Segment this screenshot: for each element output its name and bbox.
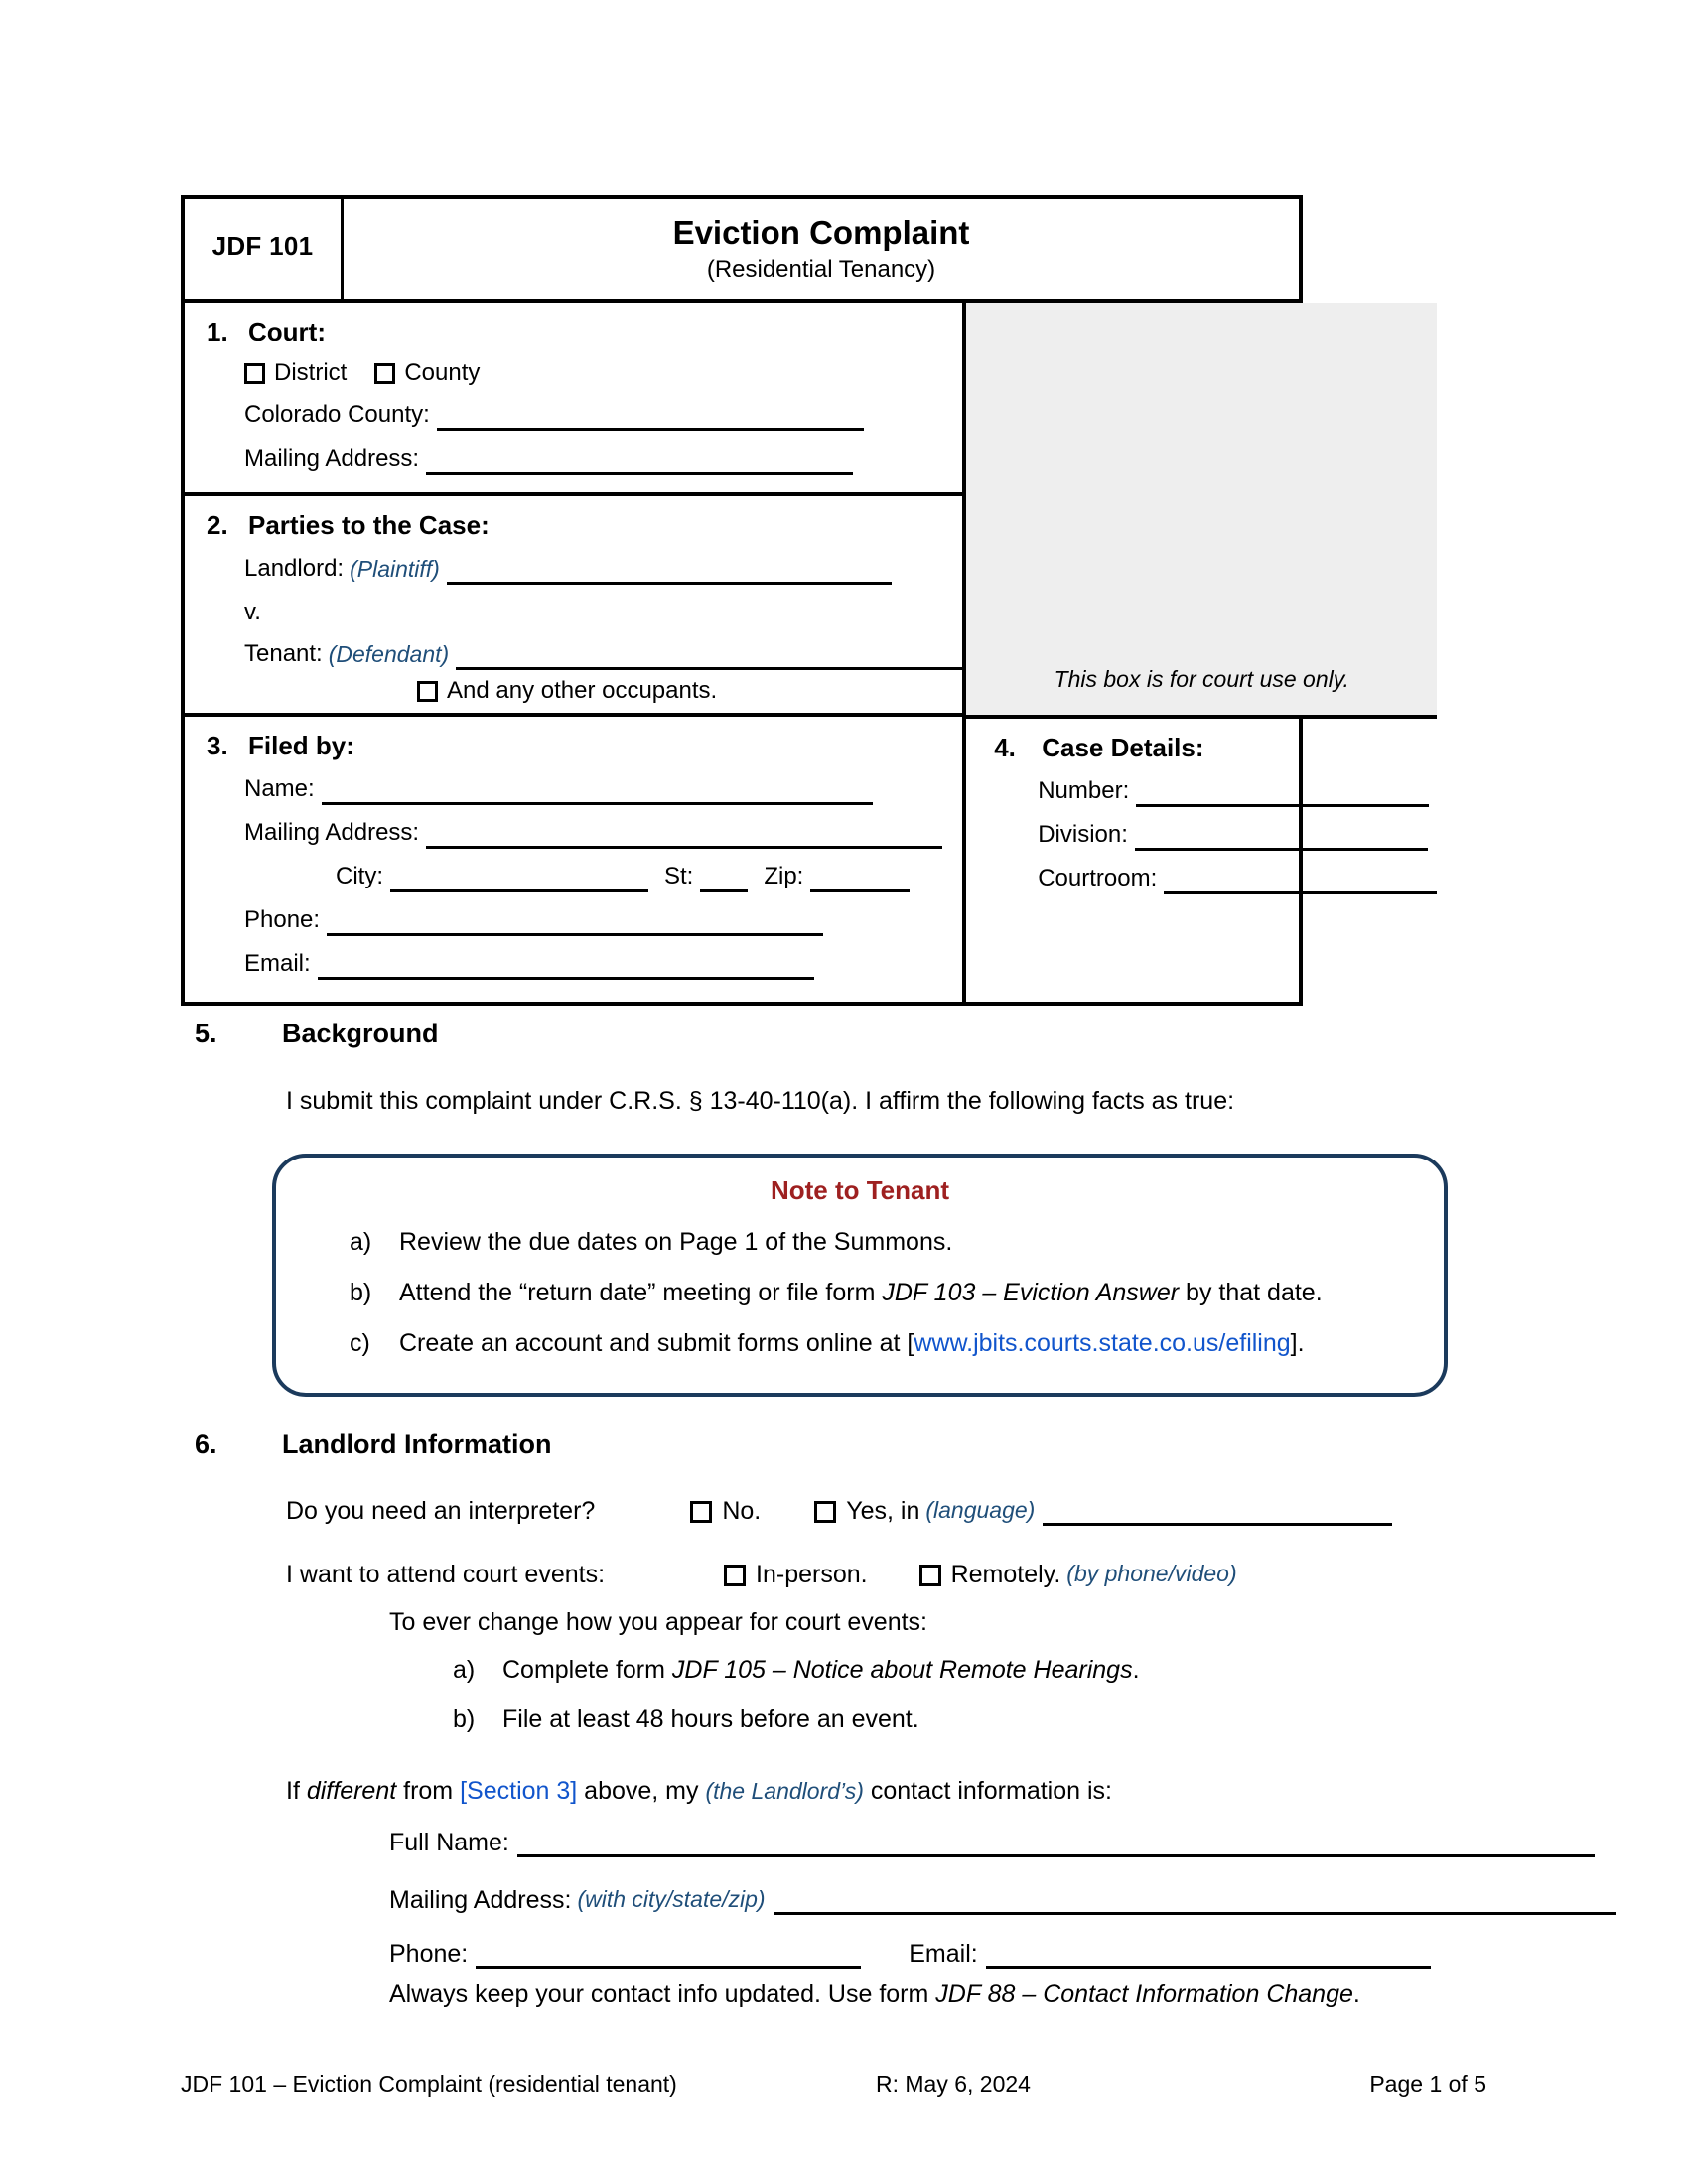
note-item-marker: b) bbox=[350, 1279, 372, 1306]
different-contact-intro bbox=[286, 1777, 1497, 1806]
keep-contact-form-reference: JDF 88 – Contact Information Change bbox=[935, 1980, 1353, 2008]
filer-zip-input[interactable] bbox=[810, 864, 910, 892]
field-landlord-mailing-address bbox=[389, 1884, 1616, 1915]
filer-city-label: City: bbox=[336, 863, 383, 890]
section-court-heading bbox=[207, 317, 962, 347]
case-number-label: Number: bbox=[1038, 777, 1130, 805]
note-item-text-before: Review the due dates on Page 1 of the Summons. bbox=[399, 1228, 953, 1256]
field-filer-phone bbox=[244, 906, 962, 936]
case-number-input[interactable] bbox=[1136, 778, 1429, 807]
case-division-input[interactable] bbox=[1135, 822, 1428, 851]
footer-form-name: JDF 101 – Eviction Complaint (residential tenant) bbox=[181, 2071, 677, 2097]
field-case-courtroom bbox=[1038, 865, 1437, 894]
change-item-text-before: File at least 48 hours before an event. bbox=[502, 1706, 919, 1733]
form-number: JDF 101 bbox=[211, 231, 314, 262]
field-court-mailing-address bbox=[244, 445, 962, 475]
filer-name-input[interactable] bbox=[322, 776, 873, 805]
landlord-email-input[interactable] bbox=[986, 1938, 1431, 1969]
note-to-tenant-item bbox=[350, 1228, 1444, 1257]
filer-email-label: Email: bbox=[244, 950, 311, 978]
landlord-mailing-address-input[interactable] bbox=[774, 1884, 1616, 1915]
section-landlord-heading bbox=[195, 1430, 1485, 1460]
field-filer-mailing-address bbox=[244, 819, 962, 849]
footer-page-number: Page 1 of 5 bbox=[1369, 2071, 1486, 2097]
note-item-text bbox=[399, 1228, 952, 1257]
field-landlord-phone-email bbox=[389, 1938, 1431, 1969]
change-appearance-item bbox=[453, 1656, 1485, 1685]
court-mailing-address-input[interactable] bbox=[426, 446, 853, 475]
field-filer-city-state-zip bbox=[336, 863, 962, 892]
note-item-text-after: ]. bbox=[1290, 1329, 1305, 1357]
section-background-heading bbox=[195, 1019, 1485, 1049]
section-parties-heading bbox=[207, 510, 962, 541]
caption-body-row bbox=[185, 303, 1349, 1002]
change-item-text-before: Complete form bbox=[502, 1656, 672, 1684]
field-case-number bbox=[1038, 777, 1437, 807]
section-background-label: Background bbox=[282, 1019, 439, 1048]
checkbox-county[interactable] bbox=[374, 363, 395, 384]
section-case-details-label: Case Details: bbox=[1042, 733, 1204, 763]
caption-left-column bbox=[185, 303, 966, 1002]
form-title-row bbox=[185, 199, 1299, 303]
section-case-details-number: 4. bbox=[994, 733, 1016, 763]
note-item-marker: c) bbox=[350, 1329, 370, 1357]
keep-contact-updated-note bbox=[389, 1980, 1501, 2009]
attend-court-events-row bbox=[286, 1561, 1237, 1589]
section-filed-by-label: Filed by: bbox=[248, 731, 354, 761]
change-item-text bbox=[502, 1656, 1140, 1685]
note-item-text bbox=[399, 1279, 1323, 1307]
filer-state-input[interactable] bbox=[700, 864, 748, 892]
change-item-marker: b) bbox=[453, 1706, 476, 1733]
interpreter-language-input[interactable] bbox=[1043, 1495, 1392, 1526]
landlord-plaintiff-hint: (Plaintiff) bbox=[350, 556, 440, 583]
section-court bbox=[185, 303, 962, 496]
court-use-only-text: This box is for court use only. bbox=[1054, 666, 1349, 693]
note-to-tenant-title: Note to Tenant bbox=[770, 1175, 950, 1205]
colorado-county-input[interactable] bbox=[437, 402, 864, 431]
landlord-phone-input[interactable] bbox=[476, 1938, 861, 1969]
keep-contact-text-after: . bbox=[1352, 1980, 1360, 2008]
landlords-hint: (the Landlord’s) bbox=[705, 1778, 864, 1804]
caption-right-column bbox=[966, 303, 1437, 1002]
occupants-checkbox-row bbox=[417, 677, 962, 705]
note-item-text bbox=[399, 1329, 1305, 1358]
court-mailing-address-label: Mailing Address: bbox=[244, 445, 420, 473]
filer-zip-label: Zip: bbox=[764, 863, 804, 890]
checkbox-interpreter-yes-label: Yes, in bbox=[846, 1497, 920, 1525]
change-item-form-reference: JDF 105 – Notice about Remote Hearings bbox=[671, 1656, 1133, 1684]
section-landlord-number: 6. bbox=[195, 1430, 217, 1459]
landlord-email-label: Email: bbox=[909, 1940, 978, 1968]
filer-mailing-address-input[interactable] bbox=[426, 820, 942, 849]
note-to-tenant-box bbox=[272, 1154, 1448, 1397]
landlord-full-name-input[interactable] bbox=[517, 1827, 1595, 1857]
change-appearance-item bbox=[453, 1706, 1485, 1734]
field-filer-email bbox=[244, 950, 962, 980]
section-filed-by-heading bbox=[207, 731, 962, 761]
change-item-text bbox=[502, 1706, 919, 1734]
change-item-marker: a) bbox=[453, 1656, 476, 1684]
landlord-label: Landlord: bbox=[244, 555, 345, 583]
checkbox-attend-in-person[interactable] bbox=[724, 1565, 746, 1586]
footer-revision-date: R: May 6, 2024 bbox=[876, 2071, 1031, 2097]
interpreter-question: Do you need an interpreter? bbox=[286, 1497, 596, 1525]
versus-label: v. bbox=[244, 599, 261, 626]
form-number-cell bbox=[185, 199, 344, 299]
page-title: Eviction Complaint bbox=[672, 214, 970, 251]
section-parties bbox=[185, 496, 962, 717]
form-title-cell bbox=[344, 199, 1299, 299]
tenant-input[interactable] bbox=[456, 641, 962, 670]
case-courtroom-label: Courtroom: bbox=[1038, 865, 1158, 892]
note-item-text-before: Create an account and submit forms online at [ bbox=[399, 1329, 914, 1357]
page-subtitle: (Residential Tenancy) bbox=[706, 255, 936, 283]
case-division-label: Division: bbox=[1038, 821, 1128, 849]
change-item-text-after: . bbox=[1132, 1656, 1140, 1684]
checkbox-interpreter-yes[interactable] bbox=[814, 1501, 836, 1523]
court-type-checkbox-row bbox=[244, 359, 962, 387]
section-landlord-label: Landlord Information bbox=[282, 1430, 552, 1459]
landlord-mailing-address-label: Mailing Address: bbox=[389, 1886, 572, 1914]
filer-email-input[interactable] bbox=[318, 951, 814, 980]
note-item-text-after: by that date. bbox=[1179, 1279, 1323, 1306]
section-case-details-heading bbox=[994, 733, 1437, 763]
note-item-text-before: Attend the “return date” meeting or file form bbox=[399, 1279, 883, 1306]
filer-phone-input[interactable] bbox=[327, 907, 823, 936]
section-3-reference-link[interactable]: [Section 3] bbox=[460, 1777, 578, 1805]
colorado-county-label: Colorado County: bbox=[244, 401, 430, 429]
filer-state-label: St: bbox=[664, 863, 694, 890]
background-paragraph: I submit this complaint under C.R.S. § 13-40-110(a). I affirm the following facts as true: bbox=[286, 1087, 1235, 1115]
section-background bbox=[195, 1019, 1485, 1049]
section-landlord-information bbox=[195, 1430, 1485, 1460]
checkbox-county-label: County bbox=[404, 359, 481, 387]
different-text-3: above, my bbox=[577, 1777, 706, 1805]
landlord-mailing-address-hint: (with city/state/zip) bbox=[577, 1886, 766, 1912]
field-landlord bbox=[244, 555, 962, 585]
section-filed-by-number: 3. bbox=[207, 731, 228, 761]
field-filer-name bbox=[244, 775, 962, 805]
field-colorado-county bbox=[244, 401, 962, 431]
checkbox-district-label: District bbox=[274, 359, 348, 387]
caption-table bbox=[181, 195, 1349, 1006]
section-filed-by bbox=[185, 717, 962, 1002]
case-courtroom-input[interactable] bbox=[1164, 866, 1437, 894]
court-use-only-box bbox=[966, 303, 1437, 719]
note-to-tenant-item bbox=[350, 1279, 1444, 1307]
attend-remotely-hint: (by phone/video) bbox=[1066, 1561, 1237, 1586]
checkbox-other-occupants[interactable] bbox=[417, 681, 438, 702]
different-text-2: from bbox=[396, 1777, 461, 1805]
section-background-number: 5. bbox=[195, 1019, 217, 1048]
checkbox-other-occupants-label: And any other occupants. bbox=[447, 677, 718, 705]
section-court-number: 1. bbox=[207, 317, 228, 347]
tenant-defendant-hint: (Defendant) bbox=[328, 641, 450, 668]
section-parties-number: 2. bbox=[207, 510, 228, 541]
note-to-tenant-item bbox=[350, 1329, 1444, 1358]
filer-name-label: Name: bbox=[244, 775, 315, 803]
change-appearance-intro: To ever change how you appear for court events: bbox=[389, 1608, 927, 1636]
interpreter-language-hint: (language) bbox=[925, 1497, 1036, 1523]
different-emphasis: different bbox=[306, 1777, 397, 1805]
filer-city-input[interactable] bbox=[390, 864, 648, 892]
checkbox-attend-remotely[interactable] bbox=[919, 1565, 941, 1586]
note-item-marker: a) bbox=[350, 1228, 372, 1256]
different-text-1: If bbox=[286, 1777, 307, 1805]
field-tenant bbox=[244, 640, 962, 670]
landlord-input[interactable] bbox=[447, 556, 892, 585]
checkbox-interpreter-no[interactable] bbox=[690, 1501, 712, 1523]
attend-question: I want to attend court events: bbox=[286, 1561, 606, 1588]
landlord-phone-label: Phone: bbox=[389, 1940, 469, 1968]
section-court-label: Court: bbox=[248, 317, 326, 347]
note-item-form-reference: JDF 103 – Eviction Answer bbox=[882, 1279, 1180, 1306]
page-footer bbox=[181, 2071, 1486, 2098]
efiling-link[interactable]: www.jbits.courts.state.co.us/efiling bbox=[914, 1329, 1291, 1357]
field-landlord-full-name bbox=[389, 1827, 1595, 1857]
field-case-division bbox=[1038, 821, 1437, 851]
checkbox-interpreter-no-label: No. bbox=[722, 1497, 762, 1525]
filer-phone-label: Phone: bbox=[244, 906, 321, 934]
landlord-full-name-label: Full Name: bbox=[389, 1829, 509, 1856]
section-parties-label: Parties to the Case: bbox=[248, 510, 490, 541]
checkbox-attend-remotely-label: Remotely. bbox=[950, 1561, 1061, 1588]
different-text-4: contact information is: bbox=[863, 1777, 1112, 1805]
tenant-label: Tenant: bbox=[244, 640, 323, 668]
checkbox-attend-in-person-label: In-person. bbox=[756, 1561, 868, 1588]
section-case-details bbox=[966, 719, 1437, 1002]
filer-mailing-address-label: Mailing Address: bbox=[244, 819, 420, 847]
keep-contact-text-before: Always keep your contact info updated. Use form bbox=[389, 1980, 936, 2008]
interpreter-row bbox=[286, 1495, 1392, 1526]
checkbox-district[interactable] bbox=[244, 363, 265, 384]
